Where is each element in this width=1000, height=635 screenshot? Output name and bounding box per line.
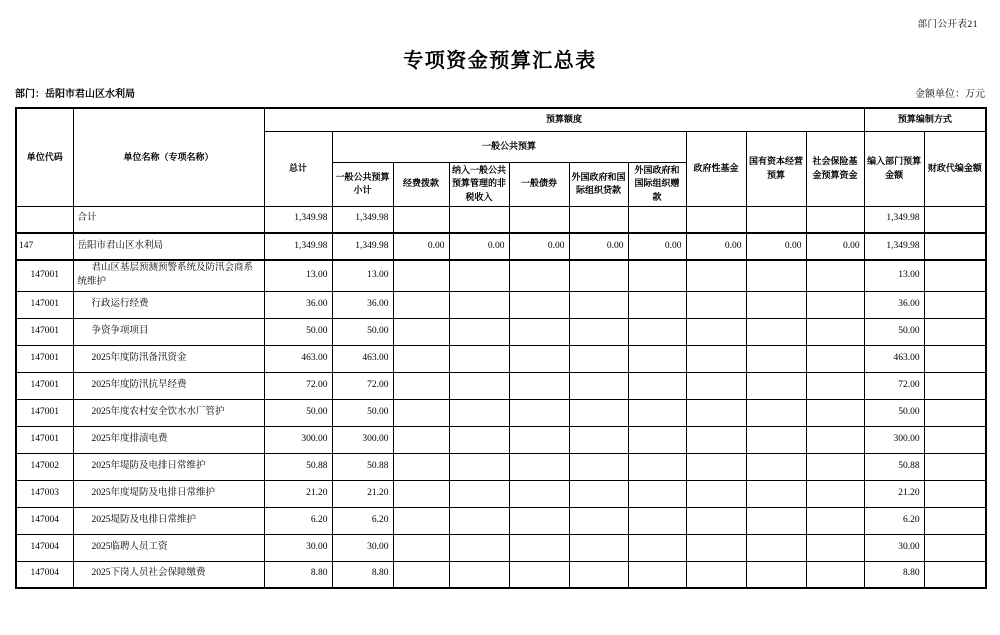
unit-name-cell: 君山区基层预测预警系统及防汛会商系统维护 bbox=[73, 260, 264, 291]
amount-cell bbox=[746, 345, 806, 372]
amount-cell bbox=[449, 480, 509, 507]
amount-cell bbox=[924, 233, 986, 260]
amount-cell bbox=[924, 507, 986, 534]
amount-cell bbox=[628, 206, 686, 233]
amount-cell bbox=[449, 426, 509, 453]
unit-name-cell: 行政运行经费 bbox=[73, 291, 264, 318]
header-state-capital: 国有资本经营预算 bbox=[746, 131, 806, 206]
amount-cell: 300.00 bbox=[332, 426, 393, 453]
amount-cell bbox=[628, 399, 686, 426]
unit-name-cell: 2025年度防汛备汛资金 bbox=[73, 345, 264, 372]
amount-cell bbox=[924, 260, 986, 291]
unit-code-cell: 147004 bbox=[16, 507, 73, 534]
table-body bbox=[16, 206, 986, 588]
amount-cell bbox=[509, 206, 569, 233]
amount-cell bbox=[924, 399, 986, 426]
table-row bbox=[16, 345, 986, 372]
table-row bbox=[16, 480, 986, 507]
amount-cell: 1,349.98 bbox=[864, 233, 924, 260]
table-row bbox=[16, 453, 986, 480]
amount-cell bbox=[628, 534, 686, 561]
amount-cell: 50.00 bbox=[332, 399, 393, 426]
header-general-bonds: 一般债券 bbox=[509, 162, 569, 206]
amount-cell: 36.00 bbox=[864, 291, 924, 318]
amount-cell bbox=[569, 372, 628, 399]
unit-code-cell: 147002 bbox=[16, 453, 73, 480]
amount-cell bbox=[746, 291, 806, 318]
unit-code-cell: 147004 bbox=[16, 534, 73, 561]
amount-cell: 36.00 bbox=[332, 291, 393, 318]
amount-cell bbox=[628, 561, 686, 588]
table-row bbox=[16, 291, 986, 318]
amount-cell bbox=[686, 453, 746, 480]
amount-cell bbox=[924, 534, 986, 561]
amount-cell bbox=[393, 206, 449, 233]
amount-cell bbox=[569, 534, 628, 561]
amount-cell bbox=[686, 480, 746, 507]
amount-cell bbox=[509, 561, 569, 588]
amount-cell bbox=[569, 561, 628, 588]
table-row bbox=[16, 233, 986, 260]
amount-cell bbox=[686, 534, 746, 561]
amount-cell bbox=[746, 318, 806, 345]
amount-cell: 300.00 bbox=[264, 426, 332, 453]
amount-cell: 6.20 bbox=[264, 507, 332, 534]
header-gpb-subtotal: 一般公共预算小计 bbox=[332, 162, 393, 206]
amount-cell bbox=[393, 399, 449, 426]
amount-cell: 1,349.98 bbox=[264, 233, 332, 260]
amount-cell bbox=[746, 372, 806, 399]
amount-cell: 50.88 bbox=[264, 453, 332, 480]
amount-cell: 8.80 bbox=[864, 561, 924, 588]
amount-cell bbox=[746, 453, 806, 480]
unit-code-cell: 147001 bbox=[16, 372, 73, 399]
amount-cell bbox=[806, 480, 864, 507]
amount-cell bbox=[746, 260, 806, 291]
amount-cell bbox=[393, 480, 449, 507]
amount-cell: 50.88 bbox=[332, 453, 393, 480]
amount-cell bbox=[393, 318, 449, 345]
department-label: 部门：岳阳市君山区水利局 bbox=[15, 89, 135, 100]
amount-cell bbox=[449, 318, 509, 345]
amount-cell bbox=[806, 318, 864, 345]
amount-cell bbox=[509, 399, 569, 426]
table-row bbox=[16, 426, 986, 453]
amount-cell bbox=[509, 534, 569, 561]
header-general-public-budget: 一般公共预算 bbox=[332, 131, 686, 162]
amount-cell bbox=[509, 260, 569, 291]
amount-cell bbox=[569, 399, 628, 426]
amount-cell bbox=[569, 345, 628, 372]
amount-cell: 50.00 bbox=[264, 399, 332, 426]
table-row bbox=[16, 206, 986, 233]
unit-code-cell: 147001 bbox=[16, 426, 73, 453]
amount-cell bbox=[746, 206, 806, 233]
amount-cell: 0.00 bbox=[686, 233, 746, 260]
amount-cell bbox=[806, 561, 864, 588]
amount-cell bbox=[686, 372, 746, 399]
amount-cell: 0.00 bbox=[449, 233, 509, 260]
amount-cell bbox=[628, 453, 686, 480]
amount-cell bbox=[569, 291, 628, 318]
amount-cell bbox=[509, 480, 569, 507]
amount-cell bbox=[628, 260, 686, 291]
amount-cell: 300.00 bbox=[864, 426, 924, 453]
page-title: 专项资金预算汇总表 bbox=[403, 50, 597, 72]
amount-cell: 1,349.98 bbox=[864, 206, 924, 233]
unit-code-cell: 147001 bbox=[16, 318, 73, 345]
amount-cell bbox=[806, 534, 864, 561]
unit-code-cell: 147001 bbox=[16, 260, 73, 291]
amount-cell bbox=[686, 206, 746, 233]
amount-cell bbox=[393, 534, 449, 561]
unit-code-cell: 147001 bbox=[16, 345, 73, 372]
amount-cell bbox=[806, 399, 864, 426]
budget-table bbox=[15, 107, 987, 589]
amount-cell bbox=[686, 561, 746, 588]
amount-cell bbox=[924, 372, 986, 399]
amount-cell: 13.00 bbox=[864, 260, 924, 291]
header-fiscal-compiled-amount: 财政代编金额 bbox=[924, 131, 986, 206]
amount-cell bbox=[746, 561, 806, 588]
amount-cell bbox=[806, 426, 864, 453]
amount-cell bbox=[393, 372, 449, 399]
amount-cell: 72.00 bbox=[264, 372, 332, 399]
amount-cell bbox=[806, 345, 864, 372]
amount-cell bbox=[806, 291, 864, 318]
amount-cell bbox=[393, 426, 449, 453]
amount-cell: 6.20 bbox=[332, 507, 393, 534]
amount-cell bbox=[746, 480, 806, 507]
amount-cell: 463.00 bbox=[264, 345, 332, 372]
header-dept-budget-amount: 编入部门预算金额 bbox=[864, 131, 924, 206]
amount-cell bbox=[509, 507, 569, 534]
amount-cell bbox=[569, 260, 628, 291]
amount-cell bbox=[628, 318, 686, 345]
amount-cell bbox=[686, 426, 746, 453]
amount-cell bbox=[449, 453, 509, 480]
amount-cell bbox=[569, 507, 628, 534]
amount-cell bbox=[449, 372, 509, 399]
header-social-insurance: 社会保险基金预算资金 bbox=[806, 131, 864, 206]
amount-cell: 13.00 bbox=[332, 260, 393, 291]
unit-code-cell: 147004 bbox=[16, 561, 73, 588]
table-header bbox=[16, 108, 986, 206]
amount-cell: 36.00 bbox=[264, 291, 332, 318]
amount-cell bbox=[393, 291, 449, 318]
amount-cell bbox=[686, 318, 746, 345]
amount-cell bbox=[628, 507, 686, 534]
amount-cell bbox=[746, 534, 806, 561]
unit-name-cell: 2025年度防汛抗旱经费 bbox=[73, 372, 264, 399]
table-row bbox=[16, 260, 986, 291]
amount-cell bbox=[924, 453, 986, 480]
amount-cell bbox=[924, 291, 986, 318]
unit-code-cell: 147001 bbox=[16, 399, 73, 426]
meta-row bbox=[15, 85, 985, 100]
header-gov-funds: 政府性基金 bbox=[686, 131, 746, 206]
amount-cell bbox=[746, 399, 806, 426]
table-row bbox=[16, 399, 986, 426]
unit-name-cell: 争资争项项目 bbox=[73, 318, 264, 345]
amount-unit-label: 金额单位：万元 bbox=[915, 89, 985, 100]
amount-cell: 1,349.98 bbox=[332, 206, 393, 233]
amount-cell bbox=[393, 260, 449, 291]
amount-cell bbox=[924, 318, 986, 345]
amount-cell bbox=[686, 345, 746, 372]
header-row-1 bbox=[16, 108, 986, 131]
amount-cell: 50.00 bbox=[864, 399, 924, 426]
amount-cell bbox=[806, 206, 864, 233]
amount-cell: 0.00 bbox=[509, 233, 569, 260]
header-foreign-loans: 外国政府和国际组织贷款 bbox=[569, 162, 628, 206]
amount-cell: 50.88 bbox=[864, 453, 924, 480]
amount-cell bbox=[569, 426, 628, 453]
header-foreign-grants: 外国政府和国际组织赠款 bbox=[628, 162, 686, 206]
amount-cell bbox=[686, 507, 746, 534]
amount-cell bbox=[924, 206, 986, 233]
amount-cell: 50.00 bbox=[264, 318, 332, 345]
amount-cell: 13.00 bbox=[264, 260, 332, 291]
amount-cell bbox=[393, 507, 449, 534]
unit-code-cell: 147003 bbox=[16, 480, 73, 507]
amount-cell: 0.00 bbox=[746, 233, 806, 260]
unit-name-cell: 2025年度堤防及电排日常维护 bbox=[73, 480, 264, 507]
amount-cell: 8.80 bbox=[332, 561, 393, 588]
amount-cell: 21.20 bbox=[264, 480, 332, 507]
unit-code-cell bbox=[16, 206, 73, 233]
amount-cell bbox=[746, 426, 806, 453]
amount-cell: 30.00 bbox=[332, 534, 393, 561]
amount-cell bbox=[924, 480, 986, 507]
amount-cell: 0.00 bbox=[806, 233, 864, 260]
unit-name-cell: 岳阳市君山区水利局 bbox=[73, 233, 264, 260]
header-non-tax: 纳入一般公共预算管理的非税收入 bbox=[449, 162, 509, 206]
amount-cell: 30.00 bbox=[264, 534, 332, 561]
amount-cell: 0.00 bbox=[628, 233, 686, 260]
unit-code-cell: 147001 bbox=[16, 291, 73, 318]
amount-cell bbox=[924, 345, 986, 372]
amount-cell bbox=[569, 480, 628, 507]
amount-cell bbox=[569, 453, 628, 480]
header-budget-amount: 预算额度 bbox=[264, 108, 864, 131]
unit-name-cell: 2025堤防及电排日常维护 bbox=[73, 507, 264, 534]
amount-cell bbox=[449, 260, 509, 291]
table-row bbox=[16, 318, 986, 345]
amount-cell bbox=[628, 480, 686, 507]
amount-cell bbox=[449, 561, 509, 588]
amount-cell bbox=[509, 318, 569, 345]
amount-cell: 72.00 bbox=[864, 372, 924, 399]
amount-cell bbox=[449, 291, 509, 318]
amount-cell bbox=[806, 507, 864, 534]
amount-cell bbox=[746, 507, 806, 534]
amount-cell: 50.00 bbox=[332, 318, 393, 345]
unit-name-cell: 2025下岗人员社会保障缴费 bbox=[73, 561, 264, 588]
unit-name-cell: 合计 bbox=[73, 206, 264, 233]
amount-cell bbox=[509, 372, 569, 399]
amount-cell: 72.00 bbox=[332, 372, 393, 399]
form-number-label: 部门公开表21 bbox=[917, 20, 978, 30]
table-row bbox=[16, 561, 986, 588]
amount-cell bbox=[628, 345, 686, 372]
header-total: 总计 bbox=[264, 131, 332, 206]
amount-cell bbox=[509, 291, 569, 318]
amount-cell bbox=[449, 399, 509, 426]
amount-cell bbox=[628, 372, 686, 399]
header-appropriation: 经费拨款 bbox=[393, 162, 449, 206]
amount-cell: 50.00 bbox=[864, 318, 924, 345]
amount-cell bbox=[509, 345, 569, 372]
amount-cell bbox=[449, 206, 509, 233]
amount-cell bbox=[569, 206, 628, 233]
amount-cell: 6.20 bbox=[864, 507, 924, 534]
unit-name-cell: 2025年度农村安全饮水水厂管护 bbox=[73, 399, 264, 426]
unit-name-cell: 2025临聘人员工资 bbox=[73, 534, 264, 561]
header-unit-code: 单位代码 bbox=[16, 108, 73, 206]
amount-cell bbox=[509, 453, 569, 480]
unit-code-cell: 147 bbox=[16, 233, 73, 260]
amount-cell: 463.00 bbox=[332, 345, 393, 372]
amount-cell: 0.00 bbox=[393, 233, 449, 260]
amount-cell: 1,349.98 bbox=[264, 206, 332, 233]
amount-cell bbox=[509, 426, 569, 453]
amount-cell bbox=[393, 453, 449, 480]
table-row bbox=[16, 372, 986, 399]
amount-cell: 1,349.98 bbox=[332, 233, 393, 260]
unit-name-cell: 2025年度排渍电费 bbox=[73, 426, 264, 453]
amount-cell: 30.00 bbox=[864, 534, 924, 561]
amount-cell bbox=[393, 345, 449, 372]
amount-cell bbox=[806, 453, 864, 480]
amount-cell: 0.00 bbox=[569, 233, 628, 260]
amount-cell bbox=[628, 291, 686, 318]
amount-cell bbox=[686, 399, 746, 426]
amount-cell bbox=[449, 534, 509, 561]
unit-name-cell: 2025年堤防及电排日常维护 bbox=[73, 453, 264, 480]
amount-cell bbox=[449, 345, 509, 372]
amount-cell bbox=[686, 260, 746, 291]
amount-cell: 8.80 bbox=[264, 561, 332, 588]
amount-cell bbox=[686, 291, 746, 318]
amount-cell bbox=[628, 426, 686, 453]
amount-cell: 463.00 bbox=[864, 345, 924, 372]
amount-cell bbox=[569, 318, 628, 345]
header-unit-name: 单位名称（专项名称） bbox=[73, 108, 264, 206]
amount-cell bbox=[806, 260, 864, 291]
table-row bbox=[16, 534, 986, 561]
table-row bbox=[16, 507, 986, 534]
amount-cell: 21.20 bbox=[332, 480, 393, 507]
amount-cell bbox=[449, 507, 509, 534]
header-compile-method: 预算编制方式 bbox=[864, 108, 986, 131]
amount-cell bbox=[393, 561, 449, 588]
amount-cell bbox=[924, 426, 986, 453]
amount-cell: 21.20 bbox=[864, 480, 924, 507]
amount-cell bbox=[924, 561, 986, 588]
amount-cell bbox=[806, 372, 864, 399]
